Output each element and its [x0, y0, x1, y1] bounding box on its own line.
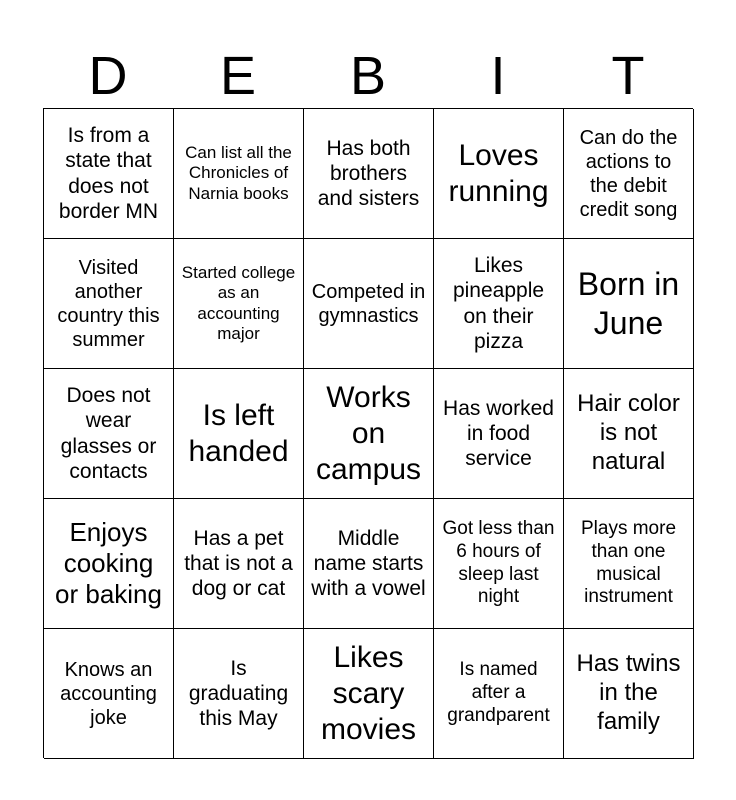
cell-text: Competed in gymnastics — [311, 280, 426, 327]
bingo-cell[interactable] — [304, 369, 434, 499]
cell-text: Likes pineapple on their pizza — [452, 254, 545, 353]
bingo-cell[interactable] — [434, 109, 564, 239]
cell-text: Knows an accounting joke — [60, 658, 157, 729]
bingo-cell[interactable] — [304, 239, 434, 369]
bingo-cell[interactable] — [564, 369, 694, 499]
bingo-cell[interactable] — [44, 239, 174, 369]
cell-text: Middle name starts with a vowel — [311, 526, 426, 601]
bingo-cell[interactable] — [174, 629, 304, 759]
cell-text: Hair color is not natural — [577, 390, 680, 475]
cell-text: Is graduating this May — [188, 656, 289, 731]
header-letter-b: B — [349, 46, 387, 106]
bingo-cell[interactable] — [564, 109, 694, 239]
bingo-cell[interactable] — [174, 109, 304, 239]
bingo-header — [43, 46, 693, 106]
cell-text: Likes scary movies — [320, 640, 417, 746]
cell-text: Can list all the Chronicles of Narnia books — [185, 142, 292, 203]
cell-text: Enjoys cooking or baking — [55, 516, 162, 610]
bingo-cell[interactable] — [564, 629, 694, 759]
bingo-cell[interactable] — [434, 239, 564, 369]
header-letter-i: I — [490, 46, 506, 106]
bingo-cell[interactable] — [44, 109, 174, 239]
cell-text: Has both brothers and sisters — [317, 136, 420, 211]
bingo-cell[interactable] — [174, 239, 304, 369]
cell-text: Does not wear glasses or contacts — [60, 384, 157, 483]
bingo-cell[interactable] — [304, 629, 434, 759]
cell-text: Is named after a grandparent — [447, 659, 550, 726]
cell-text: Is left handed — [188, 398, 289, 468]
cell-text: Works on campus — [315, 380, 422, 486]
cell-text: Is from a state that does not border MN — [58, 124, 159, 223]
cell-text: Loves running — [448, 138, 549, 208]
cell-text: Plays more than one musical instrument — [580, 517, 677, 608]
bingo-cell[interactable] — [44, 629, 174, 759]
cell-text: Can do the actions to the debit credit song — [579, 126, 678, 221]
cell-text: Visited another country this summer — [57, 256, 160, 351]
bingo-cell[interactable] — [434, 499, 564, 629]
bingo-board — [43, 108, 693, 758]
bingo-cell[interactable] — [434, 369, 564, 499]
cell-text: Has twins in the family — [576, 650, 681, 735]
cell-text: Got less than 6 hours of sleep last night — [442, 517, 555, 608]
bingo-cell[interactable] — [304, 499, 434, 629]
cell-text: Started college as an accounting major — [181, 262, 296, 343]
bingo-cell[interactable] — [44, 369, 174, 499]
bingo-cell[interactable] — [44, 499, 174, 629]
header-letter-d: D — [88, 46, 128, 106]
cell-text: Born in June — [577, 266, 680, 341]
bingo-cell[interactable] — [434, 629, 564, 759]
header-letter-e: E — [219, 46, 257, 106]
cell-text: Has a pet that is not a dog or cat — [184, 526, 293, 601]
cell-text: Has worked in food service — [443, 396, 554, 471]
bingo-cell[interactable] — [174, 369, 304, 499]
bingo-cell[interactable] — [564, 499, 694, 629]
bingo-cell[interactable] — [174, 499, 304, 629]
bingo-cell[interactable] — [564, 239, 694, 369]
bingo-cell[interactable] — [304, 109, 434, 239]
header-letter-t: T — [611, 46, 645, 106]
